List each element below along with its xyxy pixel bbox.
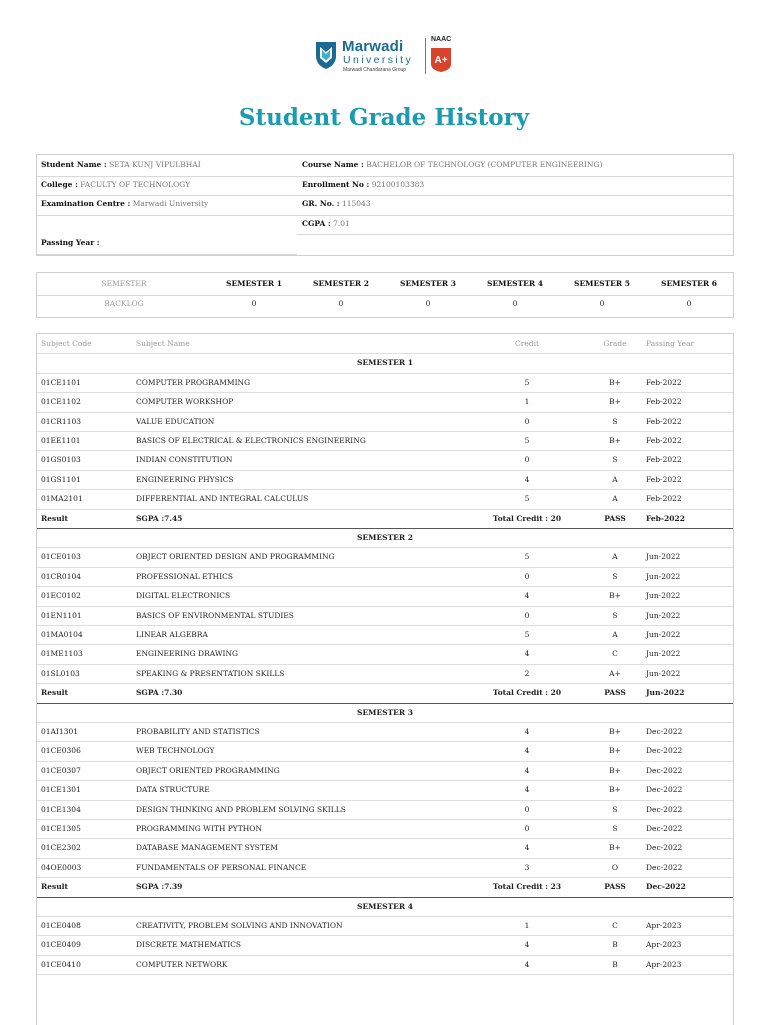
subject-row	[37, 780, 733, 800]
subject-code: 01SL0103	[41, 668, 80, 678]
passing-year-label: Passing Year :	[41, 238, 100, 247]
sgpa-value: SGPA :7.45	[136, 513, 183, 523]
backlog-count: 0	[686, 299, 692, 308]
semester-heading: SEMESTER 2	[357, 533, 413, 542]
semester-header: SEMESTER 2	[313, 279, 369, 288]
subject-code: 01CE1304	[41, 804, 81, 814]
total-credit-value: Total Credit : 23	[492, 882, 562, 892]
backlog-count: 0	[425, 299, 431, 308]
subject-credit: 2	[524, 668, 530, 678]
subject-credit: 5	[524, 436, 530, 445]
subject-row	[37, 722, 733, 742]
subject-grade: C	[612, 921, 618, 930]
subject-code: 01EN1101	[41, 610, 82, 620]
subject-grade: S	[612, 416, 618, 426]
subject-code: 01CE1102	[41, 397, 81, 407]
subject-name: PROGRAMMING WITH PYTHON	[136, 824, 263, 833]
student-name-label: Student Name :	[41, 160, 107, 169]
result-year: Feb-2022	[646, 513, 685, 523]
subject-grade: B+	[609, 377, 621, 387]
subject-row	[37, 955, 733, 975]
exam-centre-field	[41, 199, 208, 209]
subject-code: 01EE1101	[41, 436, 81, 445]
subject-passing-year: Jun-2022	[646, 668, 681, 678]
subject-row	[37, 373, 733, 393]
semester-heading: SEMESTER 1	[357, 358, 413, 368]
enrollment-field	[302, 180, 424, 190]
semester-header: SEMESTER 6	[661, 279, 717, 288]
sgpa-value: SGPA :7.39	[136, 882, 183, 892]
subject-row	[37, 644, 733, 664]
subject-code: 01ME1103	[41, 649, 83, 659]
subject-name: COMPUTER NETWORK	[136, 959, 228, 969]
subject-code: 01GS0103	[41, 455, 81, 465]
semester-heading: SEMESTER 3	[357, 707, 413, 717]
course-name-field	[302, 160, 602, 170]
subject-name: BASICS OF ENVIRONMENTAL STUDIES	[136, 610, 294, 620]
subject-credit: 5	[524, 552, 530, 562]
subject-name: COMPUTER PROGRAMMING	[136, 377, 251, 387]
brand-name: Marwadi	[342, 38, 404, 55]
subject-row	[37, 586, 733, 606]
semester-heading-row	[37, 703, 733, 723]
subject-code-header: Subject Code	[41, 339, 92, 348]
subject-credit: 3	[524, 862, 530, 872]
subject-grade: B+	[609, 397, 621, 407]
subject-passing-year: Dec-2022	[646, 746, 683, 756]
subject-passing-year: Dec-2022	[646, 824, 683, 833]
result-status: PASS	[604, 882, 626, 892]
subject-name: PROBABILITY AND STATISTICS	[136, 727, 260, 736]
subject-passing-year: Jun-2022	[646, 630, 681, 639]
subject-grade: B+	[609, 727, 621, 736]
subject-credit: 0	[524, 824, 530, 833]
subject-credit: 5	[524, 630, 530, 639]
subject-row	[37, 800, 733, 820]
sgpa-value: SGPA :7.30	[136, 688, 183, 698]
grades-table	[36, 333, 734, 1025]
subject-row	[37, 838, 733, 858]
result-status: PASS	[604, 688, 626, 698]
subject-passing-year: Jun-2022	[646, 649, 681, 659]
subject-name: SPEAKING & PRESENTATION SKILLS	[136, 668, 285, 678]
subject-code: 01CE0409	[41, 940, 81, 950]
shield-logo-icon	[314, 40, 338, 70]
subject-grade: A	[612, 552, 618, 562]
semester-result-row	[37, 509, 733, 529]
result-label: Result	[41, 513, 68, 523]
college-value: FACULTY OF TECHNOLOGY	[80, 180, 191, 189]
subject-name: DATA STRUCTURE	[136, 785, 210, 795]
subject-passing-year: Feb-2022	[646, 416, 682, 426]
subject-credit: 4	[524, 649, 530, 659]
accreditation-grade: A+	[434, 55, 448, 66]
subject-grade: A	[612, 630, 618, 639]
backlog-count: 0	[251, 299, 257, 308]
subject-passing-year: Dec-2022	[646, 765, 683, 775]
exam-centre-label: Examination Centre :	[41, 199, 131, 208]
subject-grade: B	[612, 940, 618, 950]
subject-credit: 5	[524, 494, 530, 504]
subject-passing-year: Feb-2022	[646, 436, 682, 445]
subject-code: 01CE1305	[41, 824, 81, 833]
subject-credit: 4	[524, 591, 530, 601]
info-row-divider	[37, 215, 733, 216]
subject-grade: B+	[609, 765, 621, 775]
subject-passing-year: Feb-2022	[646, 474, 682, 484]
subject-row	[37, 450, 733, 470]
subject-name: COMPUTER WORKSHOP	[136, 397, 234, 407]
university-logo	[314, 36, 456, 80]
course-name-value: BACHELOR OF TECHNOLOGY (COMPUTER ENGINEERING)	[366, 160, 603, 169]
subject-passing-year: Feb-2022	[646, 455, 682, 465]
subject-grade: B+	[609, 591, 621, 601]
subject-name: WEB TECHNOLOGY	[136, 746, 215, 756]
subject-passing-year: Apr-2023	[646, 921, 682, 930]
total-credit-value: Total Credit : 20	[492, 513, 562, 523]
subject-row	[37, 431, 733, 451]
subject-credit: 4	[524, 785, 530, 795]
subject-name: DIFFERENTIAL AND INTEGRAL CALCULUS	[136, 494, 309, 504]
subject-code: 01CR1103	[41, 416, 82, 426]
subject-name: DISCRETE MATHEMATICS	[136, 940, 242, 950]
student-name-value: SETA KUNJ VIPULBHAI	[109, 160, 201, 169]
logo-divider	[425, 38, 426, 74]
accreditation-label: NAAC	[431, 36, 452, 43]
subject-passing-year: Dec-2022	[646, 785, 683, 795]
backlog-values-row	[37, 293, 733, 315]
info-row-divider	[37, 195, 733, 196]
subject-row	[37, 625, 733, 645]
subject-name: CREATIVITY, PROBLEM SOLVING AND INNOVATION	[136, 921, 343, 930]
subject-grade: B+	[609, 436, 621, 445]
gr-number-label: GR. No. :	[302, 199, 340, 208]
cgpa-label: CGPA :	[302, 219, 331, 228]
info-row-divider	[37, 254, 297, 255]
subject-row	[37, 761, 733, 781]
semester-header: SEMESTER 1	[226, 279, 282, 288]
total-credit-value: Total Credit : 20	[492, 688, 562, 698]
result-year: Jun-2022	[646, 688, 685, 698]
subject-passing-year: Feb-2022	[646, 494, 682, 504]
subject-passing-year: Jun-2022	[646, 591, 681, 601]
subject-name: OBJECT ORIENTED PROGRAMMING	[136, 765, 280, 775]
semester-heading-row	[37, 528, 733, 548]
subject-name: INDIAN CONSTITUTION	[136, 455, 233, 465]
subject-name: OBJECT ORIENTED DESIGN AND PROGRAMMING	[136, 552, 335, 562]
subject-code: 01CE1101	[41, 377, 81, 387]
subject-code: 01CE0306	[41, 746, 81, 756]
passing-year-field	[41, 238, 100, 248]
subject-credit: 4	[524, 746, 530, 756]
semester-result-row	[37, 877, 733, 897]
subject-row	[37, 664, 733, 684]
subject-passing-year: Jun-2022	[646, 552, 681, 562]
gr-number-value: 115043	[341, 199, 371, 208]
subject-code: 01CE1301	[41, 785, 81, 795]
subject-grade: S	[612, 455, 618, 465]
passing-year-header: Passing Year	[646, 339, 695, 348]
subject-passing-year: Dec-2022	[646, 843, 683, 853]
result-label: Result	[41, 688, 68, 698]
result-label: Result	[41, 882, 68, 892]
subject-grade: S	[612, 804, 618, 814]
brand-tagline: Marwadi Chandarana Group	[343, 67, 407, 73]
subject-grade: S	[612, 571, 618, 581]
subject-credit: 4	[524, 474, 530, 484]
subject-row	[37, 489, 733, 509]
page-title: Student Grade History	[238, 104, 530, 131]
subject-grade: A	[612, 474, 618, 484]
result-year: Dec-2022	[646, 882, 686, 892]
semester-heading-row	[37, 897, 733, 917]
brand-subname: University	[343, 54, 414, 66]
subject-row	[37, 935, 733, 955]
subject-row	[37, 858, 733, 878]
semester-header: SEMESTER 4	[487, 279, 543, 288]
subject-name: DESIGN THINKING AND PROBLEM SOLVING SKILLS	[136, 804, 346, 814]
subject-name: ENGINEERING DRAWING	[136, 649, 239, 659]
enrollment-label: Enrollment No :	[302, 180, 370, 189]
subject-row	[37, 819, 733, 839]
course-name-label: Course Name :	[302, 160, 364, 169]
student-name-field	[41, 160, 201, 170]
subject-name: DATABASE MANAGEMENT SYSTEM	[136, 843, 278, 853]
backlog-header-row	[37, 273, 733, 295]
grade-header: Grade	[603, 339, 627, 348]
subject-credit: 1	[524, 921, 530, 930]
college-label: College :	[41, 180, 78, 189]
semester-heading-row	[37, 353, 733, 373]
subject-code: 01GS1101	[41, 474, 81, 484]
subject-credit: 4	[524, 940, 530, 950]
college-field	[41, 180, 190, 190]
subject-credit: 0	[524, 804, 530, 814]
backlog-table	[36, 272, 734, 318]
backlog-count: 0	[512, 299, 518, 308]
subject-passing-year: Dec-2022	[646, 862, 683, 872]
subject-passing-year: Dec-2022	[646, 727, 683, 736]
student-info-table	[36, 154, 734, 256]
cgpa-value: 7.01	[333, 219, 350, 228]
info-row-divider	[297, 234, 733, 235]
subject-row	[37, 412, 733, 432]
subject-credit: 1	[524, 397, 530, 407]
subject-grade: B+	[609, 843, 621, 853]
backlog-row-label: BACKLOG	[104, 299, 144, 308]
subject-credit: 5	[524, 377, 530, 387]
subject-code: 04OE0003	[41, 862, 82, 872]
subject-code: 01CE0410	[41, 959, 81, 969]
subject-code: 01MA2101	[41, 494, 83, 504]
accreditation-badge-icon	[430, 47, 452, 73]
semester-row-label: SEMESTER	[101, 279, 147, 288]
subject-code: 01CE0408	[41, 921, 81, 930]
subject-credit: 0	[524, 610, 530, 620]
subject-grade: S	[612, 610, 618, 620]
subject-code: 01AI1301	[41, 727, 79, 736]
subject-row	[37, 567, 733, 587]
backlog-count: 0	[599, 299, 605, 308]
subject-passing-year: Feb-2022	[646, 397, 682, 407]
enrollment-value: 92100103383	[371, 180, 425, 189]
subject-credit: 0	[524, 571, 530, 581]
subject-passing-year: Apr-2023	[646, 940, 682, 950]
subject-credit: 0	[524, 455, 530, 465]
subject-passing-year: Jun-2022	[646, 571, 681, 581]
subject-grade: O	[611, 862, 619, 872]
subject-code: 01CR0104	[41, 571, 82, 581]
semester-header: SEMESTER 5	[574, 279, 630, 288]
subject-passing-year: Jun-2022	[646, 610, 681, 620]
subject-grade: S	[612, 824, 618, 833]
subject-name: LINEAR ALGEBRA	[136, 630, 208, 639]
subject-name: DIGITAL ELECTRONICS	[136, 591, 231, 601]
subject-credit: 4	[524, 765, 530, 775]
semester-result-row	[37, 683, 733, 703]
subject-credit: 4	[524, 843, 530, 853]
subject-grade: A	[612, 494, 618, 504]
subject-row	[37, 470, 733, 490]
gr-number-field	[302, 199, 371, 209]
info-row-divider	[37, 176, 733, 177]
subject-code: 01EC0102	[41, 591, 81, 601]
subject-name: PROFESSIONAL ETHICS	[136, 571, 233, 581]
subject-code: 01CE2302	[41, 843, 81, 853]
subject-row	[37, 606, 733, 626]
subject-grade: B	[612, 959, 618, 969]
subject-passing-year: Feb-2022	[646, 377, 682, 387]
semester-header: SEMESTER 3	[400, 279, 456, 288]
subject-row	[37, 741, 733, 761]
subject-name-header: Subject Name	[136, 339, 190, 348]
subject-passing-year: Apr-2023	[646, 959, 682, 969]
subject-name: FUNDAMENTALS OF PERSONAL FINANCE	[136, 862, 307, 872]
grades-header-row	[37, 334, 733, 354]
subject-grade: A+	[609, 668, 621, 678]
exam-centre-value: Marwadi University	[132, 199, 209, 208]
subject-credit: 0	[524, 416, 530, 426]
subject-name: VALUE EDUCATION	[136, 416, 215, 426]
subject-row	[37, 392, 733, 412]
semester-heading: SEMESTER 4	[357, 901, 413, 911]
result-status: PASS	[604, 513, 626, 523]
subject-grade: B+	[609, 746, 621, 756]
subject-credit: 4	[524, 959, 530, 969]
subject-code: 01MA0104	[41, 630, 83, 639]
subject-credit: 4	[524, 727, 530, 736]
subject-grade: C	[612, 649, 618, 659]
subject-passing-year: Dec-2022	[646, 804, 683, 814]
cgpa-field	[302, 219, 350, 229]
subject-name: BASICS OF ELECTRICAL & ELECTRONICS ENGINEERING	[136, 436, 366, 445]
subject-name: ENGINEERING PHYSICS	[136, 474, 234, 484]
subject-row	[37, 916, 733, 936]
subject-grade: B+	[609, 785, 621, 795]
backlog-count: 0	[338, 299, 344, 308]
subject-code: 01CE0103	[41, 552, 81, 562]
subject-row	[37, 547, 733, 567]
subject-code: 01CE0307	[41, 765, 81, 775]
credit-header: Credit	[515, 339, 539, 348]
